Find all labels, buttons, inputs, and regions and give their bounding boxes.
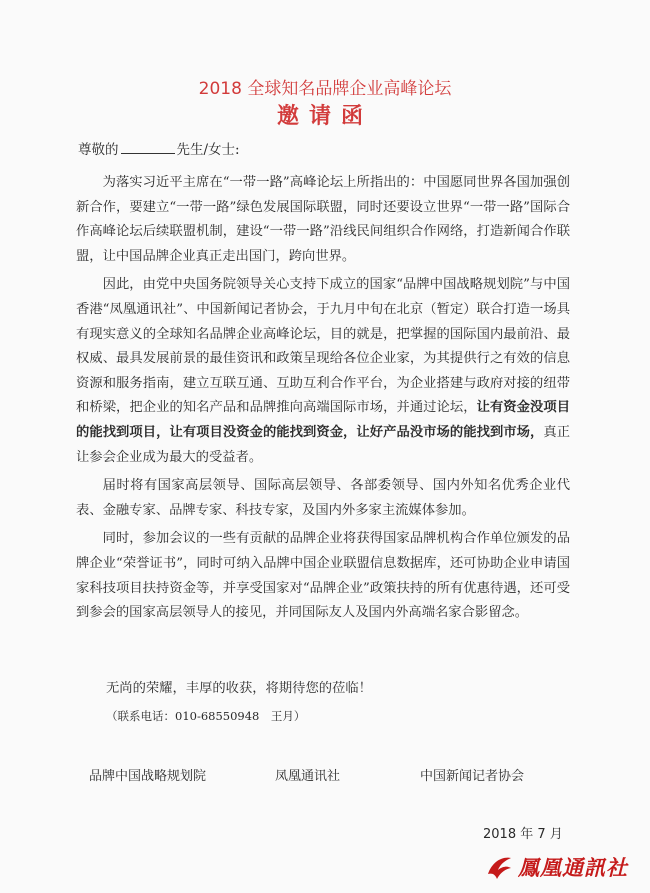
organizer-phoenix-news: 凤凰通讯社	[275, 769, 341, 784]
phoenix-icon	[484, 852, 514, 882]
salutation-suffix: 先生/女士:	[176, 142, 240, 158]
phoenix-news-watermark	[484, 850, 640, 884]
organizer-brand-china: 品牌中国战略规划院	[89, 769, 207, 784]
closing-line: 无尚的荣耀，丰厚的收获，将期待您的莅临！	[106, 681, 372, 696]
letter-date: 2018 年 7 月	[483, 827, 563, 842]
salutation-prefix: 尊敬的	[78, 142, 119, 158]
invitation-heading: 邀请函	[276, 103, 373, 129]
paragraph-2-text-a: 因此，由党中央国务院领导关心支持下成立的国家“品牌中国战略规划院”与中国香港“凤凰通讯社”、中国新闻记者协会，于九月中旬在北京（暂定）联合打造一场具有现实意义的全球知名品牌企业高峰论坛，目的就是，把掌握的国际国内最前沿、最权威、最具发展前景的最佳资讯和政策呈现给各位企业家，为其提供行之有效的信息资源和服务指南，建立互联互通、互助互利合作平台，为企业搭建与政府对接的纽带和桥梁，把企业的知名产品和品牌推向高端国际市场，并通过论坛，	[76, 277, 570, 416]
paragraph-1: 为落实习近平主席在“一带一路”高峰论坛上所指出的：中国愿同世界各国加强创新合作，要建立“一带一路”绿色发展国际联盟，同时还要设立世界“一带一路”国际合作高峰论坛后续联盟机制，建设“一带一路”沿线民间组织合作网络，打造新闻合作联盟，让中国品牌企业真正走出国门，跨向世界。	[76, 175, 570, 264]
letter-body	[76, 171, 570, 626]
forum-title: 2018 全球知名品牌企业高峰论坛	[198, 79, 452, 99]
organizer-journalists-association: 中国新闻记者协会	[420, 769, 525, 784]
paragraph-2-bold: 让有资金没项目的能找到项目，让有项目没资金的能找到资金，让好产品没市场的能找到市场，	[76, 400, 571, 440]
paragraph-2	[76, 273, 570, 470]
watermark-text: 鳳凰通訊社	[518, 856, 628, 880]
name-blank	[121, 153, 175, 154]
paragraph-3: 届时将有国家高层领导、国际高层领导、各部委领导、国内外知名优秀企业代表、金融专家、品牌专家、科技专家，及国内外多家主流媒体参加。	[76, 478, 570, 518]
salutation	[78, 138, 240, 158]
paragraph-2-text-c: 真正让参会企业成为最大的受益者。	[76, 424, 571, 465]
paragraph-4: 同时，参加会议的一些有贡献的品牌企业将获得国家品牌机构合作单位颁发的品牌企业“荣誉证书”，同时可纳入品牌中国企业联盟信息数据库，还可协助企业申请国家科技项目扶持资金等，并享受国家对“品牌企业”政策扶持的所有优惠待遇，还可受到参会的国家高层领导人的接见，并同国际友人及国内外高端名家合影留念。	[76, 531, 570, 621]
contact-phone: （联系电话：010-68550948 王月）	[106, 709, 306, 723]
